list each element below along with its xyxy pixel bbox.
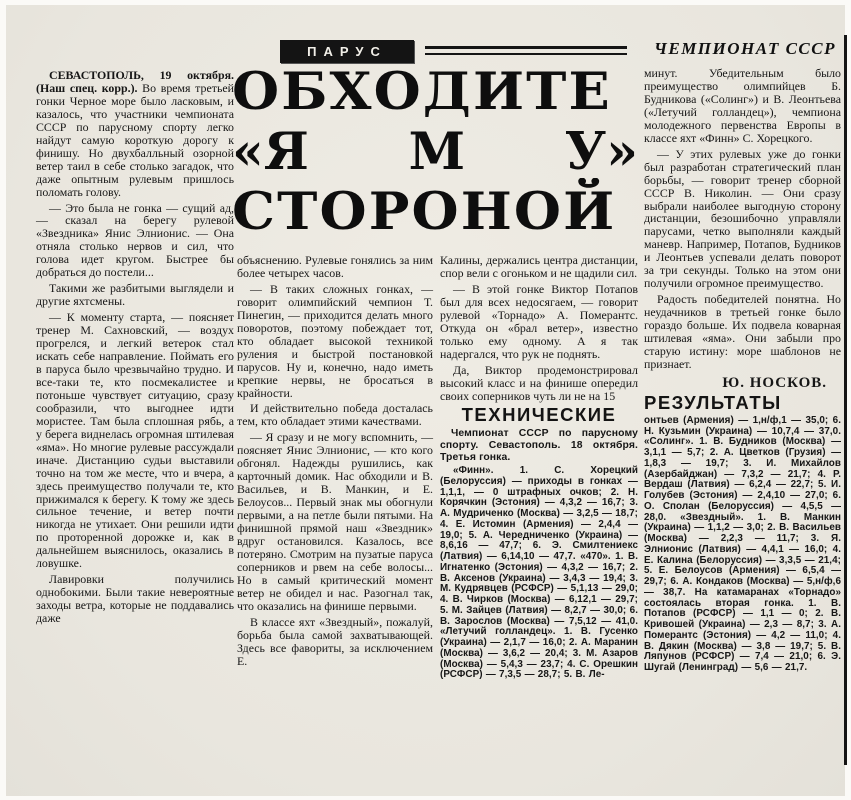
paragraph-text: Во время третьей гонки Черное море было ласковым, и казалось, что участники чемпионата СССР по парусному спорту легко найдут самую короткую дорогу к финишу. Но двухбалльный озорной ветер таил в себе столько загадок, что даже опытным рулевым пришлось поломать голову. bbox=[36, 80, 235, 199]
article-paragraph: И действительно победа досталась тем, кто обладает этими качествами. bbox=[237, 401, 433, 429]
article-column-3 bbox=[440, 254, 638, 684]
section-box bbox=[280, 40, 414, 63]
results-column-4-text: онтьев (Армения) — 1,н/ф,1 — 35,0; 6. Н. Кузьмин (Украина) — 10,7,4 — 37,0. «Солинг». 1. В. Будников (Москва) — 3,1,1 — 5,7; 2. А. Цветков (Грузия) — 1,8,3 — 19,7; 3. И. Михайлов (Азербайджан) — 7,3,2 — 21,7; 4. Р. Вердаш (Латвия) — 6,2,4 — 22,7; 5. И. Голубев (Эстония) — 2,4,10 — 27,0; 6. О. Сполан (Белоруссия) — 4,5,5 — 28,0. «Звездный». 1. В. Манкин (Украина) — 1,1,2 — 3,0; 2. В. Васильев (Москва) — 2,2,3 — 11,7; 3. Я. Элнионис (Латвия) — 4,4,1 — 16,0; 4. Е. Калина (Белоруссия) — 3,3,5 — 21,4; 5. Е. Белоусов (Армения) — 6,5,4 — 29,7; 6. А. Кондаков (Москва) — 5,н/ф,6 — 38,7. На катамаранах «Торнадо» состоялась вторая гонка. 1. В. Потапов (РСФСР) — 1,1 — 0; 2. В. Кривошей (Украина) — 2,3 — 8,7; 3. А. Померантс (Эстония) — 4,2 — 11,0; 4. В. Дякин (Москва) — 3,8 — 19,7; 5. В. Ляпунов (РСФСР) — 7,4 — 21,0; 6. Э. Шугай (Ленинград) — 5,6 — 21,7. bbox=[644, 414, 841, 674]
article-paragraph: Да, Виктор продемонстрировал высокий класс и на финише опередил своих соперников чуть ли не на 15 bbox=[440, 362, 638, 403]
headline bbox=[232, 62, 638, 250]
headline-line-3: СТОРОНОЙ bbox=[232, 182, 617, 242]
article-paragraph: — К моменту старта, — поясняет тренер М. Сахновский, — воздух прогрелся, и легкий ветерок стал искать себе направление. Поймать его в паруса было чрезвычайно трудно. И все-таки те, кто посмекалистее и потоньше чувствует ситуацию, сразу сообразили, что выгоднее идти мористее. Там была сплошная рябь, а у берега виднелась огромная штилевая «яма». Но многие рулевые рассуждали иначе. Дистанцию судьи выставили точно на том же месте, что и вчера, а здесь преимущество получали те, кто прижимался к берегу. К тому же здесь сильное течение, и ветер почти никогда не утихает. Они решили идти по проторенной дорожке и, как в дальнейшем выяснилось, оказались в ловушке. bbox=[36, 310, 234, 571]
results-intro: Чемпионат СССР по парусному спорту. Севастополь. 18 октября. Третья гонка. bbox=[440, 428, 638, 463]
article-paragraph: минут. Убедительным было преимущество олимпийцев Б. Будникова («Солинг») и В. Леонтьева («Летучий голландец»), чемпиона молодежного первенства Европы в классе яхт «Финн» С. Хорецкого. bbox=[644, 66, 841, 145]
headline-line-2 bbox=[232, 122, 638, 182]
article-paragraph: — У этих рулевых уже до гонки был разработан стратегический план борьбы, — говорит тренер сборной СССР В. Николин. — Они сразу выбрали наиболее выгодную сторону дистанции, безошибочно управляли парусами, четко выполняли каждый маневр. Например, Потапов, Будников и Леонтьев успевали делать поворот за три секунды. Только на этом они получили огромное преимущество. bbox=[644, 146, 841, 291]
article-paragraph: — В таких сложных гонках, — говорит олимпийский чемпион Т. Пинегин, — приходится делать много поворотов, поэтому побеждает тот, кто обладает высокой техникой руления и быстрой постановкой парусов. Ну и, конечно, надо иметь крепкие нервы, не бросаться в крайности. bbox=[237, 281, 433, 400]
article-paragraph: — В этой гонке Виктор Потапов был для всех недосягаем, — говорит рулевой «Торнадо» А. Померантс. Откуда он «брал ветер», известно только ему одному. А я так надергался, что рук не поднять. bbox=[440, 281, 638, 361]
article-paragraph: Радость победителей понятна. Но неудачников в третьей гонке было гораздо больше. Их подвела коварная штилевая «яма». Они забыли про старую истину: море шаблонов не признает. bbox=[644, 292, 841, 371]
headline-line-2-close: У» bbox=[564, 122, 638, 182]
headline-line-2-mid: М bbox=[408, 122, 466, 182]
article-paragraph: объяснению. Рулевые гонялись за ним более четырех часов. bbox=[237, 253, 433, 280]
dateline-lead: СЕВАСТОПОЛЬ, 19 октября. (Наш спец. корр.). bbox=[36, 68, 234, 95]
article-paragraph: — Я сразу и не могу вспомнить, — поясняет Янис Элнионис, — кто кого обгонял. Надежды рушились, как карточный домик. Нас обходили и В. Васильев, и В. Манкин, и Е. Белоусов... Первый знак мы обогнули первыми, а на петле были пятыми. На финишной прямой наш «Звездник» вдруг остановился. Казалось, все потеряно. Смотрим на пузатые паруса соперников и рвем на себе волосы... Но в самый критический момент ветер не обидел и нас. Разогнал так, что оказались на финише первыми. bbox=[237, 430, 433, 613]
article-paragraph: Калины, держались центра дистанции, спор вели с огоньком и не щадили сил. bbox=[440, 253, 638, 280]
page-right-rule bbox=[844, 35, 847, 765]
results-header-results: РЕЗУЛЬТАТЫ bbox=[644, 391, 782, 413]
headline-line-2-open: «Я bbox=[232, 122, 309, 182]
article-column-2 bbox=[237, 254, 433, 671]
article-paragraph: В классе яхт «Звездный», пожалуй, борьба была самой захватывающей. Здесь все фавориты, за исключением Е. bbox=[237, 614, 433, 668]
newspaper-page bbox=[6, 5, 845, 796]
article-paragraph bbox=[36, 69, 234, 199]
article-column-4 bbox=[644, 67, 841, 677]
article-column-1 bbox=[36, 69, 234, 628]
article-paragraph: — Это была не гонка — сущий ад, — сказал на берегу рулевой «Звездника» Янис Элнионис. — Она отняла столько нервов и сил, что голова идет кругом. Быстрее бы добраться до постели... bbox=[36, 200, 234, 280]
section-label: ПАРУС bbox=[307, 44, 387, 59]
article-paragraph: Лавировки получились однобокими. Были такие невероятные заходы ветра, которые не поддавались даже bbox=[36, 572, 234, 626]
headline-line-1: ОБХОДИТЕ bbox=[232, 62, 612, 122]
results-column-3-text: «Финн». 1. С. Хорецкий (Белоруссия) — приходы в гонках — 1,1,1, — 0 штрафных очков; 2. Н. Корячкин (Эстония) — 4,3,2 — 16,7; 3. А. Мудриченко (Москва) — 3,2,5 — 18,7; 4. Е. Истомин (Армения) — 2,4,4 — 19,0; 5. А. Чередниченко (Украина) — 8,6,16 — 47,7; 6. Э. Смилтениекс (Латвия) — 6,14,10 — 47,7. «470». 1. В. Игнатенко (Эстония) — 4,3,2 — 16,7; 2. В. Аксенов (Украина) — 3,4,3 — 19,4; 3. М. Кудрявцев (РСФСР) — 5,1,13 — 29,0; 4. В. Чирков (Москва) — 6,12,1 — 29,7; 5. М. Зайцев (Латвия) — 8,2,7 — 30,0; 6. В. Зарослов (Москва) — 7,5,12 — 41,0. «Летучий голландец». 1. В. Гусенко (Украина) — 2,1,7 — 16,0; 2. А. Маранин (Москва) — 3,6,2 — 20,4; 3. М. Азаров (Москва) — 5,4,3 — 23,7; 4. С. Орешкин (РСФСР) — 7,3,5 — 28,7; 5. В. Ле- bbox=[440, 465, 638, 681]
masthead-right-title: ЧЕМПИОНАТ СССР bbox=[654, 39, 836, 58]
results-header-technical: ТЕХНИЧЕСКИЕ bbox=[461, 404, 617, 426]
article-paragraph: Такими же разбитыми выглядели и другие яхтсмены. bbox=[36, 281, 234, 309]
byline: Ю. НОСКОВ. bbox=[722, 374, 827, 391]
